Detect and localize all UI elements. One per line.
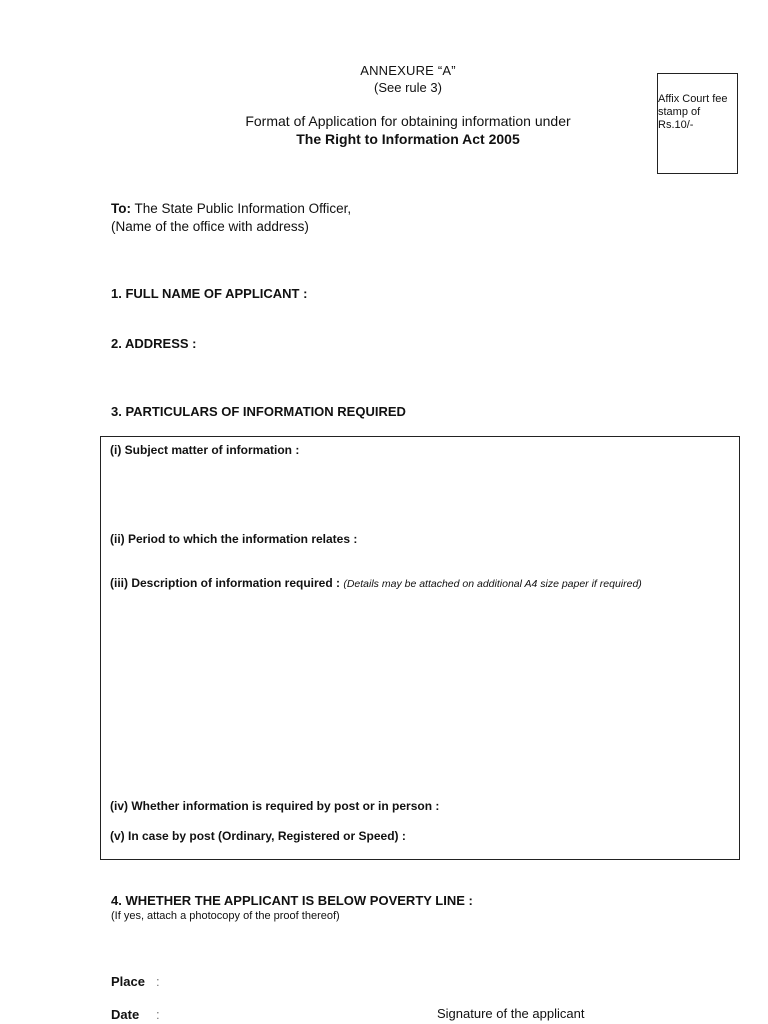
place-colon: :: [156, 974, 160, 989]
annexure-title: ANNEXURE “A”: [360, 63, 456, 78]
address-field-label: 2. ADDRESS :: [111, 336, 197, 351]
particulars-box: [100, 436, 740, 860]
poverty-line-label: 4. WHETHER THE APPLICANT IS BELOW POVERTY LINE :: [111, 893, 473, 908]
date-colon: :: [156, 1007, 160, 1022]
office-address-line: (Name of the office with address): [111, 219, 309, 234]
date-label: Date: [111, 1007, 140, 1022]
subject-matter-label: (i) Subject matter of information :: [110, 443, 300, 457]
full-name-field-label: 1. FULL NAME OF APPLICANT :: [111, 286, 308, 301]
court-fee-stamp-box: [657, 73, 738, 174]
description-label-text: (iii) Description of information required :: [110, 576, 344, 590]
poverty-line-note: (If yes, attach a photocopy of the proof thereof): [111, 910, 340, 922]
particulars-heading: 3. PARTICULARS OF INFORMATION REQUIRED: [111, 404, 406, 419]
to-text: The State Public Information Officer,: [131, 201, 352, 216]
applicant-signature-label: Signature of the applicant: [437, 1006, 585, 1021]
delivery-mode-label: (iv) Whether information is required by post or in person :: [110, 799, 440, 813]
addressee-line: [111, 201, 351, 216]
description-label: [110, 576, 642, 590]
stamp-box-text: Affix Court fee stamp of Rs.10/-: [658, 93, 728, 131]
rule-reference: (See rule 3): [374, 80, 442, 95]
act-title: The Right to Information Act 2005: [296, 131, 520, 147]
to-label: To:: [111, 201, 131, 216]
post-type-label: (v) In case by post (Ordinary, Registered or Speed) :: [110, 829, 406, 843]
description-note: (Details may be attached on additional A4 size paper if required): [343, 578, 642, 590]
format-line: Format of Application for obtaining information under: [245, 113, 571, 129]
place-label: Place: [111, 974, 145, 989]
period-label: (ii) Period to which the information relates :: [110, 532, 358, 546]
